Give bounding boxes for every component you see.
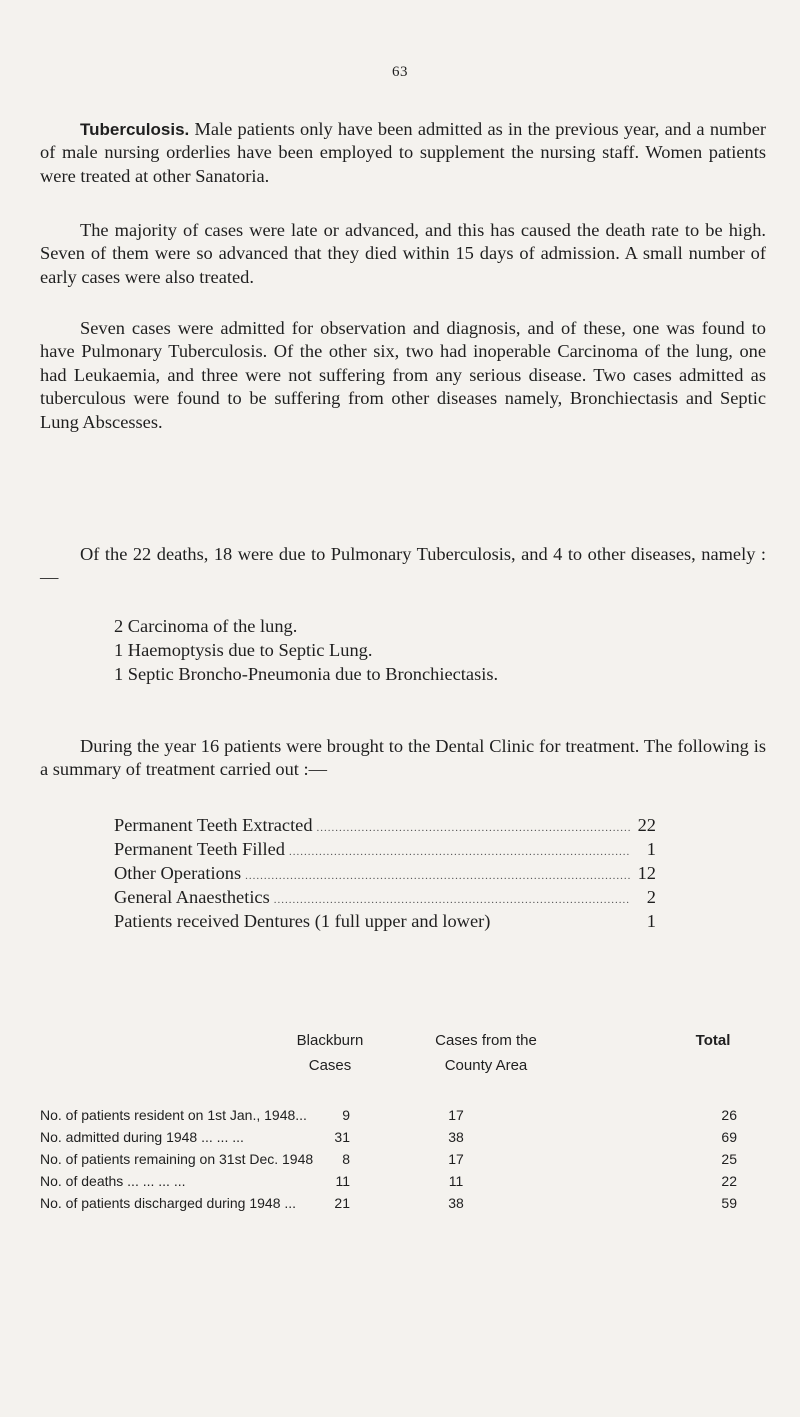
table-row: [40, 1149, 740, 1171]
treatment-summary: [114, 813, 656, 933]
cell-county: 38: [448, 1195, 464, 1211]
table-row: [40, 1105, 740, 1127]
row-label: No. admitted during 1948 ... ... ...: [40, 1129, 244, 1145]
column-header-blackburn: [270, 1028, 390, 1078]
row-label: No. of patients discharged during 1948 ...: [40, 1195, 297, 1211]
cell-total: 22: [721, 1173, 737, 1189]
treatment-label: General Anaesthetics: [114, 887, 270, 907]
page-number: 63: [392, 64, 408, 80]
list-item: 1 Septic Broncho-Pneumonia due to Bronchiectasis.: [114, 664, 499, 684]
header-line: County Area: [444, 1057, 528, 1074]
dot-leader: [317, 816, 630, 840]
column-header-total: Total: [695, 1032, 731, 1049]
cell-blackburn: 8: [342, 1151, 350, 1167]
treatment-label: Permanent Teeth Extracted: [114, 815, 313, 835]
treatment-value: 12: [637, 863, 656, 883]
treatment-label: Patients received Dentures (1 full upper and lower): [114, 911, 491, 931]
treatment-row: [114, 837, 656, 861]
cell-blackburn: 11: [335, 1173, 350, 1189]
treatment-row: [114, 813, 656, 837]
treatment-value: 1: [646, 839, 656, 859]
table-row: [40, 1127, 740, 1149]
cell-total: 59: [721, 1195, 737, 1211]
paragraph-tuberculosis: [40, 118, 766, 188]
treatment-value: 1: [646, 911, 656, 931]
section-heading-tuberculosis: Tuberculosis.: [80, 120, 190, 139]
paragraph-observation: Seven cases were admitted for observation and diagnosis, and of these, one was found to have Pulmonary Tuberculosis. Of the other six, two had inoperable Carcinoma of the lung, one had Leukaemia, and three were not suffering from any serious disease. Two cases admitted as tuberculous were found to be suffering from other diseases namely, Bronchiectasis and Septic Lung Abscesses.: [40, 318, 766, 432]
treatment-row: [114, 885, 656, 909]
cell-county: 17: [448, 1151, 464, 1167]
header-line: Blackburn: [296, 1032, 364, 1049]
treatment-row: [114, 909, 656, 933]
statistics-table: [40, 1105, 740, 1215]
table-row: [40, 1193, 740, 1215]
row-label: No. of patients remaining on 31st Dec. 1948: [40, 1151, 314, 1167]
treatment-label: Permanent Teeth Filled: [114, 839, 286, 859]
treatment-value: 22: [637, 815, 656, 835]
row-label: No. of deaths ... ... ... ...: [40, 1173, 186, 1189]
cell-blackburn: 31: [334, 1129, 350, 1145]
cell-county: 17: [448, 1107, 464, 1123]
row-label: No. of patients resident on 1st Jan., 1948...: [40, 1107, 307, 1123]
treatment-value: 2: [646, 887, 656, 907]
list-item: 1 Haemoptysis due to Septic Lung.: [114, 640, 373, 660]
cell-total: 26: [721, 1107, 737, 1123]
paragraph-deaths: Of the 22 deaths, 18 were due to Pulmonary Tuberculosis, and 4 to other diseases, namely :—: [40, 544, 766, 588]
paragraph-tuberculosis-text: Male patients only have been admitted as in the previous year, and a number of male nursing orderlies have been employed to supplement the nursing staff. Women patients were treated at other Sanatoria.: [40, 119, 766, 186]
header-line: Cases from the: [435, 1032, 537, 1049]
cell-county: 38: [448, 1129, 464, 1145]
death-causes-list: [114, 614, 498, 686]
treatment-label: Other Operations: [114, 863, 242, 883]
table-row: [40, 1171, 740, 1193]
cell-total: 69: [721, 1129, 737, 1145]
paragraph-majority: The majority of cases were late or advanced, and this has caused the death rate to be high. Seven of them were so advanced that they died within 15 days of admission. A small number of early cases were also treated.: [40, 220, 766, 287]
dot-leader: [289, 840, 630, 864]
paragraph-dental: During the year 16 patients were brought to the Dental Clinic for treatment. The following is a summary of treatment carried out :—: [40, 736, 766, 780]
dot-leader: [245, 864, 630, 888]
cell-blackburn: 9: [342, 1107, 350, 1123]
cell-county: 11: [448, 1173, 464, 1189]
treatment-row: [114, 861, 656, 885]
cell-total: 25: [721, 1151, 737, 1167]
list-item: 2 Carcinoma of the lung.: [114, 616, 298, 636]
column-header-county: [401, 1028, 571, 1078]
header-line: Cases: [308, 1057, 352, 1074]
cell-blackburn: 21: [334, 1195, 350, 1211]
